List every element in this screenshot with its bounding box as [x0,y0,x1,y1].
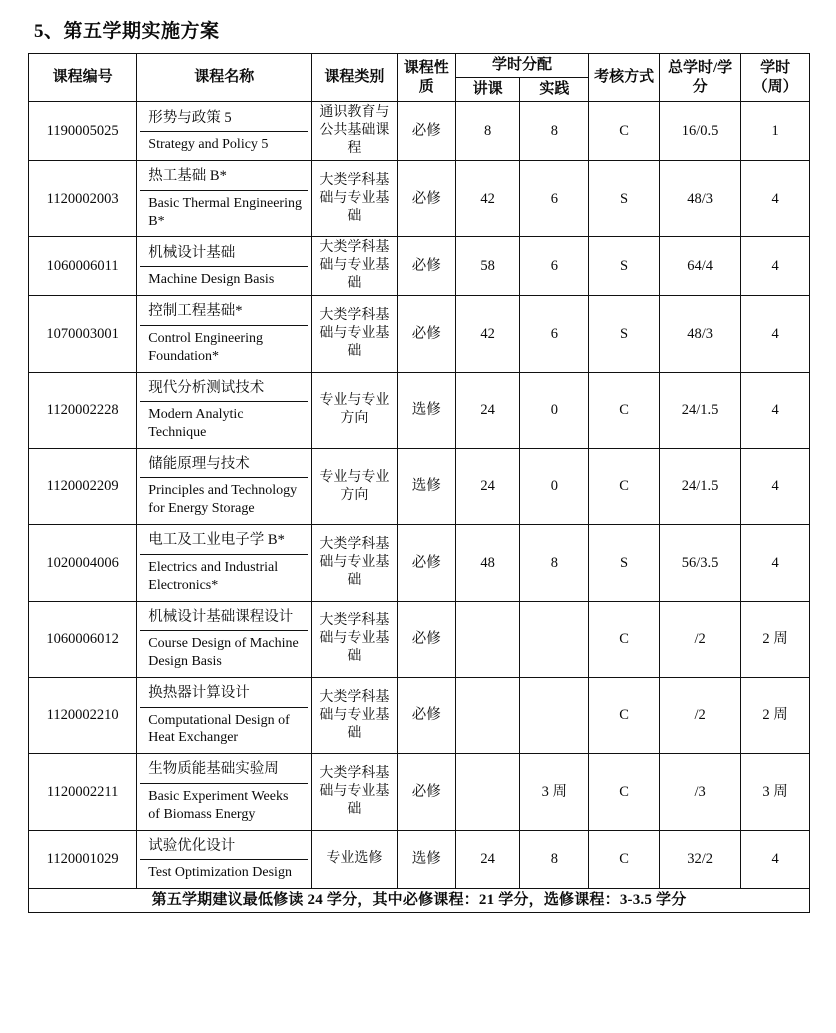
table-row [29,102,810,161]
cell-exam: C [589,830,660,888]
cell-category: 通识教育与公共基础课程 [312,102,397,161]
cell-exam: C [589,754,660,830]
course-name-en: Basic Thermal Engineering B* [148,195,302,229]
cell-code: 1120001029 [29,830,137,888]
table-row [29,677,810,753]
curriculum-table [28,53,810,913]
cell-weeks: 4 [741,372,810,448]
cell-code: 1070003001 [29,296,137,372]
course-name-en: Modern Analytic Technique [148,407,244,440]
course-name-cn: 换热器计算设计 [140,680,308,708]
table-header-row-1 [29,54,810,78]
cell-exam: C [589,601,660,677]
summary-text: 第五学期建议最低修读 24 学分，其中必修课程：21 学分，选修课程：3-3.5 学分 [29,889,810,913]
cell-practice: 0 [520,372,589,448]
column-header-exam: 考核方式 [589,54,660,102]
cell-name [137,102,312,161]
cell-category: 大类学科基础与专业基础 [312,296,397,372]
cell-weeks: 2 周 [741,601,810,677]
column-header-hours-group: 学时分配 [455,54,588,78]
column-header-total: 总学时/学分 [659,54,740,102]
column-header-practice: 实践 [520,78,589,102]
cell-name [137,237,312,296]
course-name-cn: 试验优化设计 [140,833,308,861]
cell-weeks: 4 [741,237,810,296]
cell-code: 1120002003 [29,161,137,237]
course-name-cn: 控制工程基础* [140,298,308,326]
cell-weeks: 4 [741,830,810,888]
cell-code: 1120002210 [29,677,137,753]
cell-category: 大类学科基础与专业基础 [312,601,397,677]
table-row [29,296,810,372]
course-name-en: Control Engineering Foundation* [148,330,263,364]
course-name-cn: 热工基础 B* [140,163,308,191]
column-header-weeks: 学时（周） [741,54,810,102]
course-name-en: Course Design of Machine Design Basis [148,636,299,670]
cell-property: 选修 [397,448,455,524]
cell-name [137,296,312,372]
cell-practice: 8 [520,525,589,601]
cell-property: 必修 [397,237,455,296]
table-row [29,601,810,677]
cell-property: 必修 [397,525,455,601]
cell-total: 16/0.5 [659,102,740,161]
course-name-cn: 电工及工业电子学 B* [140,527,308,555]
cell-practice [520,677,589,753]
cell-total: /3 [659,754,740,830]
course-name-cn: 现代分析测试技术 [140,375,308,403]
table-row [29,237,810,296]
course-name-cn: 储能原理与技术 [140,451,308,479]
table-row [29,830,810,888]
cell-weeks: 2 周 [741,677,810,753]
cell-lecture: 24 [455,448,520,524]
cell-total: 24/1.5 [659,372,740,448]
cell-name [137,601,312,677]
cell-practice: 6 [520,296,589,372]
cell-category: 大类学科基础与专业基础 [312,677,397,753]
table-row [29,372,810,448]
cell-total: 24/1.5 [659,448,740,524]
cell-exam: C [589,372,660,448]
cell-weeks: 4 [741,525,810,601]
cell-weeks: 1 [741,102,810,161]
cell-lecture: 58 [455,237,520,296]
cell-weeks: 4 [741,161,810,237]
cell-practice: 3 周 [520,754,589,830]
column-header-name: 课程名称 [137,54,312,102]
cell-practice: 8 [520,102,589,161]
course-name-en: Strategy and Policy 5 [148,137,269,153]
cell-category: 大类学科基础与专业基础 [312,237,397,296]
cell-total: 32/2 [659,830,740,888]
cell-property: 必修 [397,754,455,830]
course-name-en: Computational Design of Heat Exchanger [148,712,290,746]
cell-name [137,161,312,237]
cell-name [137,830,312,888]
column-header-code: 课程编号 [29,54,137,102]
cell-total: 48/3 [659,161,740,237]
cell-weeks: 4 [741,296,810,372]
table-row [29,161,810,237]
cell-lecture: 42 [455,161,520,237]
cell-property: 必修 [397,296,455,372]
table-row [29,525,810,601]
cell-practice: 8 [520,830,589,888]
cell-exam: S [589,161,660,237]
cell-total: 64/4 [659,237,740,296]
table-header [29,54,810,102]
column-header-property: 课程性质 [397,54,455,102]
cell-lecture [455,754,520,830]
course-name-cn: 生物质能基础实验周 [140,756,308,784]
course-name-en: Electrics and Industrial Electronics* [148,559,279,593]
cell-exam: S [589,237,660,296]
course-name-cn: 形势与政策 5 [140,105,308,133]
cell-total: /2 [659,601,740,677]
cell-category: 专业选修 [312,830,397,888]
course-name-cn: 机械设计基础 [140,240,308,268]
cell-name [137,448,312,524]
cell-category: 专业与专业方向 [312,372,397,448]
cell-name [137,677,312,753]
cell-practice [520,601,589,677]
course-name-cn: 机械设计基础课程设计 [140,604,308,632]
cell-category: 专业与专业方向 [312,448,397,524]
summary-row [29,889,810,913]
cell-practice: 6 [520,161,589,237]
cell-property: 选修 [397,830,455,888]
cell-code: 1020004006 [29,525,137,601]
cell-code: 1190005025 [29,102,137,161]
cell-lecture: 24 [455,372,520,448]
cell-exam: S [589,296,660,372]
course-name-en: Principles and Technology for Energy Storage [148,483,298,517]
cell-lecture: 24 [455,830,520,888]
cell-property: 选修 [397,372,455,448]
cell-total: 56/3.5 [659,525,740,601]
cell-property: 必修 [397,677,455,753]
cell-code: 1060006011 [29,237,137,296]
cell-name [137,372,312,448]
table-row [29,448,810,524]
cell-lecture: 8 [455,102,520,161]
cell-property: 必修 [397,102,455,161]
cell-lecture: 48 [455,525,520,601]
cell-total: /2 [659,677,740,753]
cell-code: 1120002209 [29,448,137,524]
cell-name [137,754,312,830]
table-body [29,102,810,913]
table-row [29,754,810,830]
course-name-en: Test Optimization Design [148,865,292,881]
course-name-en: Basic Experiment Weeks of Biomass Energy [148,788,289,822]
column-header-lecture: 讲课 [455,78,520,102]
cell-weeks: 3 周 [741,754,810,830]
cell-category: 大类学科基础与专业基础 [312,525,397,601]
cell-category: 大类学科基础与专业基础 [312,161,397,237]
cell-property: 必修 [397,161,455,237]
course-name-en: Machine Design Basis [148,272,275,288]
cell-exam: C [589,448,660,524]
cell-total: 48/3 [659,296,740,372]
column-header-category: 课程类别 [312,54,397,102]
cell-code: 1120002228 [29,372,137,448]
cell-exam: S [589,525,660,601]
cell-lecture [455,601,520,677]
cell-exam: C [589,677,660,753]
cell-category: 大类学科基础与专业基础 [312,754,397,830]
cell-practice: 0 [520,448,589,524]
cell-code: 1060006012 [29,601,137,677]
cell-exam: C [589,102,660,161]
cell-code: 1120002211 [29,754,137,830]
cell-lecture [455,677,520,753]
cell-property: 必修 [397,601,455,677]
cell-name [137,525,312,601]
cell-weeks: 4 [741,448,810,524]
cell-practice: 6 [520,237,589,296]
cell-lecture: 42 [455,296,520,372]
page-title: 5、第五学期实施方案 [34,21,220,42]
